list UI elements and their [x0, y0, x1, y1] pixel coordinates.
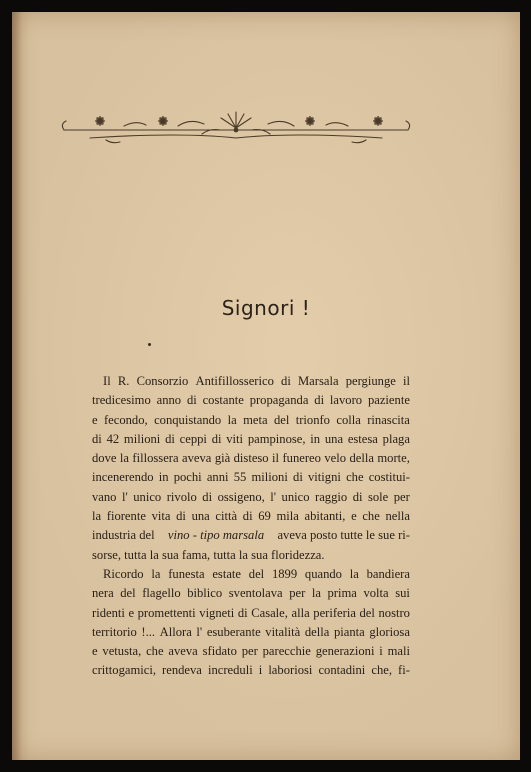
word: Marsala: [297, 374, 339, 388]
word: già: [214, 451, 231, 466]
word: per: [393, 489, 410, 504]
word: e: [92, 644, 98, 659]
word: Antifillosserico: [195, 374, 274, 388]
word: una: [191, 509, 210, 524]
text-line: [92, 507, 410, 526]
word: pergiunge: [345, 374, 396, 388]
word: sui: [395, 586, 410, 601]
word: del: [359, 605, 375, 620]
text-fragment: industria del: [92, 528, 155, 543]
word: la: [349, 566, 359, 581]
word: morte,: [377, 451, 410, 466]
text-line: [92, 642, 410, 661]
word: contadini: [318, 663, 366, 678]
word: fi-: [398, 663, 410, 678]
word: della: [304, 624, 330, 639]
word: Casale,: [251, 605, 288, 620]
text-line: [92, 411, 410, 430]
word: fiorente: [106, 509, 146, 524]
word: fillossera: [132, 451, 179, 466]
word: funereo: [282, 451, 321, 466]
word: che: [346, 470, 364, 485]
word: increduli: [207, 663, 253, 678]
word: Ricordo: [103, 566, 144, 581]
word: !...: [141, 624, 156, 639]
word: nera: [92, 586, 114, 601]
word: laboriosi: [268, 663, 313, 678]
word: Il: [103, 374, 111, 388]
word: pochi: [173, 470, 202, 485]
word: l': [121, 489, 128, 504]
word: rendeva: [162, 663, 202, 678]
word: per: [241, 644, 258, 659]
word: vita: [151, 509, 171, 524]
word: sfidato: [202, 644, 237, 659]
word: i: [258, 663, 263, 678]
text-line: [92, 604, 410, 623]
text-line: [92, 623, 410, 642]
word: costitui-: [368, 470, 410, 485]
text-line: sorse, tutta la sua fama, tutta la sua floridezza.: [92, 547, 325, 562]
word: quando: [304, 566, 342, 581]
word: il: [272, 451, 280, 466]
word: 1899: [271, 566, 298, 581]
word: della: [349, 451, 374, 466]
word: raggio: [315, 489, 348, 504]
word: biblico: [187, 586, 223, 601]
word: estate: [212, 566, 242, 581]
word: di: [242, 509, 253, 524]
word: di: [293, 470, 303, 485]
word: funesta: [168, 566, 205, 581]
word: una: [324, 431, 344, 446]
word: plaga: [382, 431, 410, 446]
word: del: [248, 566, 265, 581]
word: mila: [276, 509, 299, 524]
word: unico: [281, 489, 310, 504]
ink-speck: [148, 343, 151, 346]
word: trionfo: [295, 412, 330, 427]
word: territorio: [92, 624, 137, 639]
word: bandiera: [366, 566, 410, 581]
word: di: [202, 489, 213, 504]
italic-term: vino - tipo marsala: [167, 528, 265, 543]
word: velo: [324, 451, 347, 466]
word: paziente: [367, 393, 410, 408]
book-page: [12, 12, 520, 760]
word: lavoro: [329, 393, 363, 408]
word: volta: [363, 586, 389, 601]
word: città: [215, 509, 238, 524]
word: periferia: [313, 605, 356, 620]
word: propaganda: [249, 393, 309, 408]
word: l': [270, 489, 277, 504]
word: crittogamici,: [92, 663, 156, 678]
word: R.: [117, 374, 130, 388]
word: di: [92, 431, 102, 446]
page-spine-shadow: [12, 12, 22, 760]
word: alla: [291, 605, 310, 620]
text-line: [92, 584, 410, 603]
word: e: [351, 509, 357, 524]
word: abitanti,: [304, 509, 346, 524]
word: il: [403, 374, 410, 388]
word: Consorzio: [136, 374, 189, 388]
word: vitalità: [265, 624, 301, 639]
word: ceppi: [179, 431, 207, 446]
word: flagello: [142, 586, 181, 601]
word: parecchie: [262, 644, 311, 659]
word: aveva: [168, 644, 198, 659]
word: vitigni: [308, 470, 341, 485]
word: meta: [243, 412, 268, 427]
body-text: [92, 372, 410, 681]
word: Allora: [159, 624, 192, 639]
text-line: [92, 430, 410, 449]
word: milioni: [251, 470, 288, 485]
word: conquistando: [154, 412, 222, 427]
word: la: [92, 509, 102, 524]
word: anni: [206, 470, 229, 485]
word: disteso: [233, 451, 269, 466]
word: 69: [258, 509, 271, 524]
word: 42: [106, 431, 120, 446]
word: di: [314, 393, 325, 408]
word: gloriosa: [369, 624, 410, 639]
word: e: [128, 605, 135, 620]
word: costante: [202, 393, 244, 408]
word: colla: [336, 412, 361, 427]
word: promettenti: [137, 605, 196, 620]
word: dove: [92, 451, 117, 466]
word: la: [227, 412, 237, 427]
word: del: [120, 586, 136, 601]
page-heading: Signori !: [221, 296, 311, 320]
word: fecondo,: [103, 412, 148, 427]
word: esuberante: [206, 624, 261, 639]
word: rinascita: [367, 412, 410, 427]
word: vano: [92, 489, 117, 504]
text-line: [92, 391, 410, 410]
text-line: [92, 468, 410, 487]
word: di: [165, 431, 175, 446]
word: aveva: [182, 451, 212, 466]
text-line: [92, 372, 410, 391]
word: i: [379, 644, 383, 659]
text-line: [92, 449, 410, 468]
word: la: [311, 586, 321, 601]
word: che: [362, 509, 380, 524]
word: 55: [233, 470, 247, 485]
word: rivolo: [166, 489, 197, 504]
word: di: [237, 605, 248, 620]
word: e: [92, 412, 98, 427]
floral-vignette-icon: [60, 108, 412, 160]
word: estesa: [347, 431, 378, 446]
word: di: [281, 374, 291, 388]
text-line: [92, 526, 410, 545]
word: tredicesimo: [92, 393, 151, 408]
word: sole: [367, 489, 389, 504]
word: nostro: [378, 605, 410, 620]
word: che: [146, 644, 164, 659]
word: in: [310, 431, 321, 446]
word: ossigeno,: [217, 489, 265, 504]
word: in: [158, 470, 169, 485]
word: sventolava: [228, 586, 283, 601]
word: viti: [226, 431, 244, 446]
text-fragment: aveva posto tutte le sue ri-: [277, 528, 410, 543]
word: incenerendo: [92, 470, 154, 485]
word: generazioni: [315, 644, 375, 659]
word: che,: [371, 663, 392, 678]
text-line: [92, 565, 410, 584]
word: per: [289, 586, 306, 601]
word: di: [186, 393, 197, 408]
word: vetusta,: [102, 644, 142, 659]
word: la: [151, 566, 161, 581]
word: di: [211, 431, 222, 446]
word: pampinose,: [247, 431, 306, 446]
word: ridenti: [92, 605, 125, 620]
word: prima: [327, 586, 357, 601]
word: di: [352, 489, 363, 504]
word: pianta: [333, 624, 365, 639]
word: mali: [387, 644, 410, 659]
word: unico: [133, 489, 162, 504]
word: del: [273, 412, 290, 427]
text-line: [92, 488, 410, 507]
word: la: [119, 451, 129, 466]
word: vigneti: [199, 605, 235, 620]
word: nella: [385, 509, 410, 524]
word: l': [196, 624, 203, 639]
text-line: [92, 661, 410, 680]
word: anno: [156, 393, 182, 408]
word: di: [176, 509, 186, 524]
word: milioni: [123, 431, 161, 446]
